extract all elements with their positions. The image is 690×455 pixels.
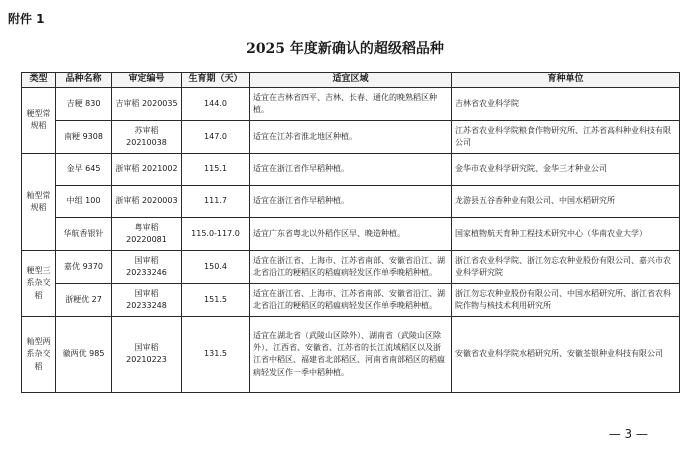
growth-period: 115.0-117.0 — [182, 217, 250, 250]
type-cell: 粳型常规稻 — [22, 87, 56, 153]
suitable-region: 适宜在浙江省作早稻种植。 — [250, 153, 452, 185]
page-number: — 3 — — [608, 427, 648, 441]
table-row — [22, 316, 680, 392]
variety-name: 吉粳 830 — [56, 87, 112, 120]
growth-period: 144.0 — [182, 87, 250, 120]
breeding-unit: 浙江省农业科学院、浙江勿忘农种业股份有限公司、嘉兴市农业科学研究院 — [452, 250, 680, 283]
breeding-unit: 金华市农业科学研究院、金华三才种业公司 — [452, 153, 680, 185]
header-type: 类型 — [22, 73, 56, 88]
table-row — [22, 185, 680, 217]
variety-name: 浙粳优 27 — [56, 283, 112, 316]
header-code: 审定编号 — [112, 73, 182, 88]
approval-code: 国审稻 20233246 — [112, 250, 182, 283]
variety-name: 南粳 9308 — [56, 120, 112, 153]
approval-code: 国审稻 20210223 — [112, 316, 182, 392]
table-row — [22, 283, 680, 316]
suitable-region: 适宜在浙江省、上海市、江苏省南部、安徽省沿江、湖北省沿江的粳稻区的稻瘟病轻发区作单季晚稻种植。 — [250, 283, 452, 316]
header-unit: 育种单位 — [452, 73, 680, 88]
growth-period: 111.7 — [182, 185, 250, 217]
suitable-region: 适宜在浙江省作早稻种植。 — [250, 185, 452, 217]
suitable-region: 适宜广东省粤北以外稻作区早、晚造种植。 — [250, 217, 452, 250]
header-period: 生育期（天） — [182, 73, 250, 88]
approval-code: 国审稻 20233248 — [112, 283, 182, 316]
suitable-region: 适宜在江苏省淮北地区种植。 — [250, 120, 452, 153]
variety-name: 嘉优 9370 — [56, 250, 112, 283]
super-rice-variety-table — [21, 72, 680, 393]
table-row — [22, 120, 680, 153]
type-cell: 粳型三系杂交稻 — [22, 250, 56, 316]
table-row — [22, 87, 680, 120]
breeding-unit: 浙江勿忘农种业股份有限公司、中国水稻研究所、浙江省农科院作物与核技术利用研究所 — [452, 283, 680, 316]
variety-name: 华航香银针 — [56, 217, 112, 250]
breeding-unit: 龙游县五谷香种业有限公司、中国水稻研究所 — [452, 185, 680, 217]
attachment-label: 附件 1 — [8, 12, 45, 26]
approval-code: 粤审稻 20220081 — [112, 217, 182, 250]
breeding-unit: 江苏省农业科学院粮食作物研究所、江苏省高科种业科技有限公司 — [452, 120, 680, 153]
growth-period: 115.1 — [182, 153, 250, 185]
growth-period: 151.5 — [182, 283, 250, 316]
table-row — [22, 153, 680, 185]
header-name: 品种名称 — [56, 73, 112, 88]
variety-name: 徽两优 985 — [56, 316, 112, 392]
suitable-region: 适宜在浙江省、上海市、江苏省南部、安徽省沿江、湖北省沿江的粳稻区的稻瘟病轻发区作单季晚稻种植。 — [250, 250, 452, 283]
header-region: 适宜区域 — [250, 73, 452, 88]
approval-code: 浙审稻 2020003 — [112, 185, 182, 217]
growth-period: 131.5 — [182, 316, 250, 392]
variety-name: 金早 645 — [56, 153, 112, 185]
type-cell: 籼型常规稻 — [22, 153, 56, 250]
approval-code: 苏审稻 20210038 — [112, 120, 182, 153]
breeding-unit: 国家植物航天育种工程技术研究中心（华南农业大学） — [452, 217, 680, 250]
approval-code: 浙审稻 2021002 — [112, 153, 182, 185]
table-row — [22, 217, 680, 250]
suitable-region: 适宜在吉林省四平、吉林、长春、通化的晚熟稻区种植。 — [250, 87, 452, 120]
page-title: 2025 年度新确认的超级稻品种 — [246, 41, 444, 57]
suitable-region: 适宜在湖北省（武陵山区除外）、湖南省（武陵山区除外）、江西省、安徽省、江苏省的长江流域稻区以及浙江省中稻区、福建省北部稻区、河南省南部稻区的稻瘟病轻发区作一季中稻种植。 — [250, 316, 452, 392]
breeding-unit: 吉林省农业科学院 — [452, 87, 680, 120]
breeding-unit: 安徽省农业科学院水稻研究所、安徽荃银种业科技有限公司 — [452, 316, 680, 392]
growth-period: 150.4 — [182, 250, 250, 283]
table-row — [22, 250, 680, 283]
approval-code: 吉审稻 2020035 — [112, 87, 182, 120]
type-cell: 籼型两系杂交稻 — [22, 316, 56, 392]
variety-name: 中组 100 — [56, 185, 112, 217]
table-header-row — [22, 73, 680, 88]
growth-period: 147.0 — [182, 120, 250, 153]
